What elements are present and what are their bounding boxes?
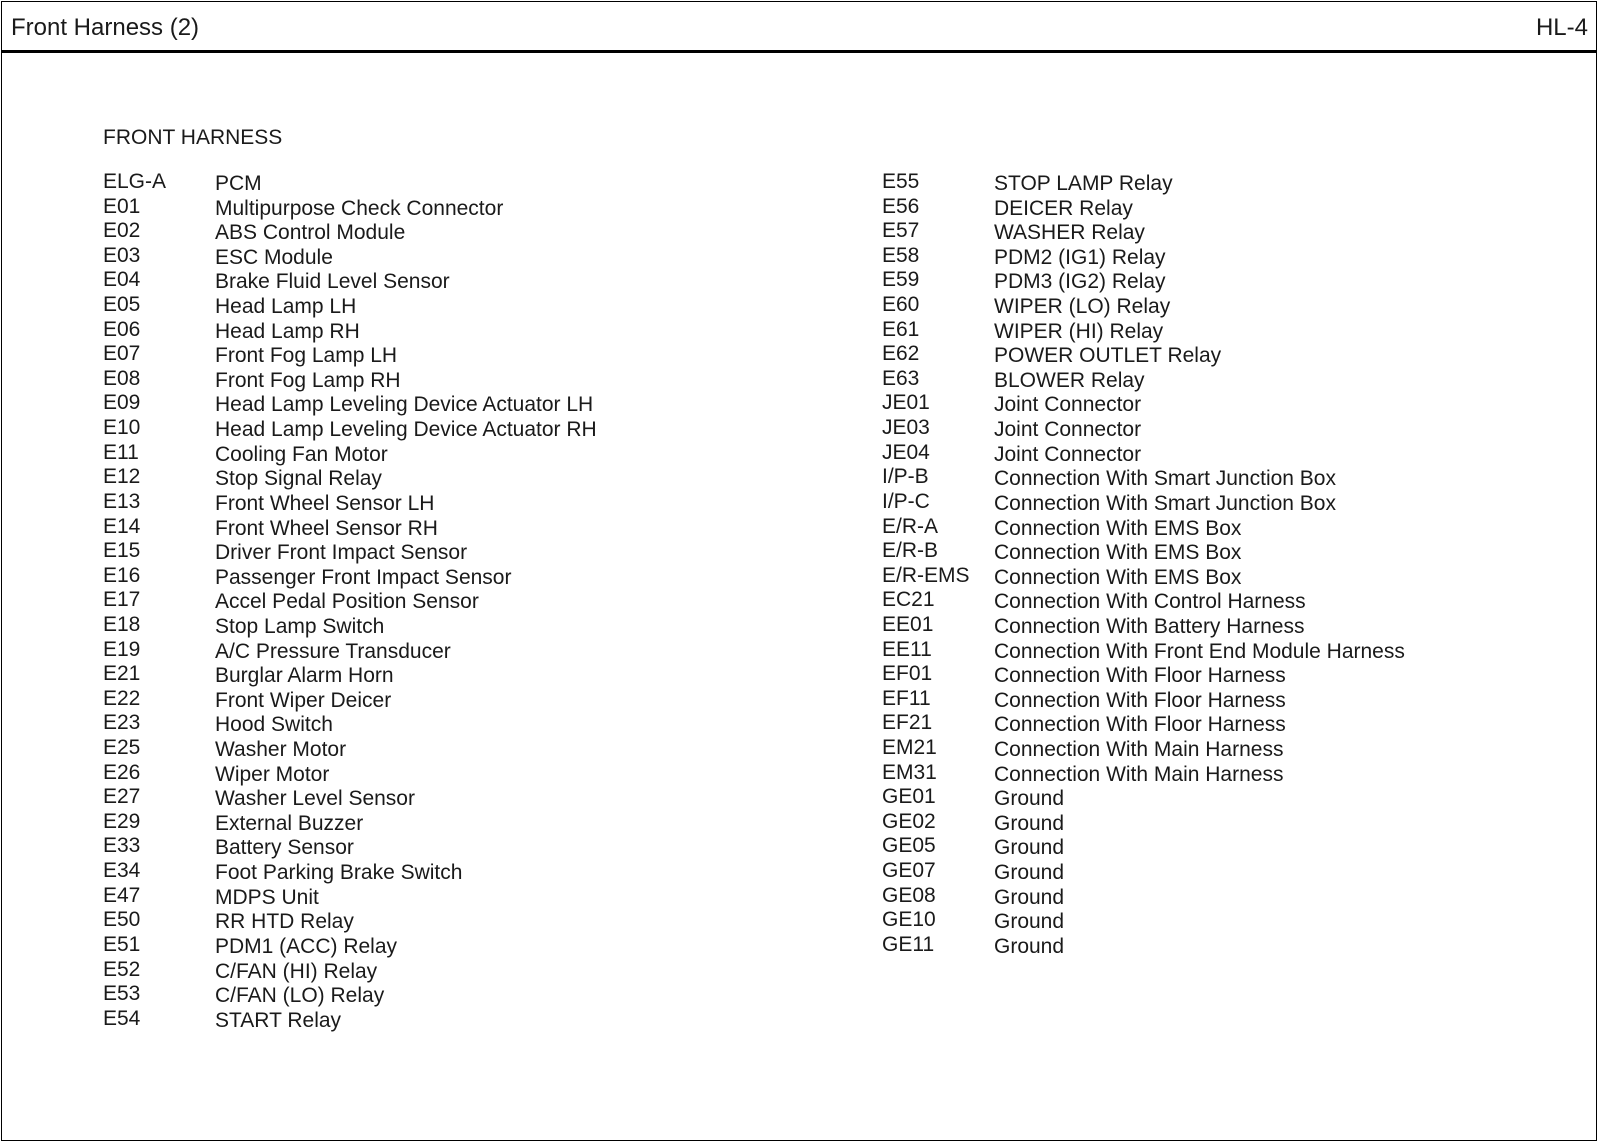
connector-code: EM31	[882, 760, 937, 784]
connector-code: E10	[103, 416, 141, 440]
connector-code: E55	[882, 170, 920, 193]
connector-code: E34	[103, 859, 141, 883]
connector-description: Washer Motor	[215, 738, 347, 762]
connector-description: BLOWER Relay	[994, 368, 1145, 392]
connector-code: E/R-A	[882, 514, 939, 538]
connector-code: E62	[882, 342, 920, 366]
connector-description: Burglar Alarm Horn	[215, 664, 394, 688]
connector-code: E11	[103, 440, 139, 464]
connector-description: PDM3 (IG2) Relay	[994, 270, 1166, 294]
connector-description: Front Wiper Deicer	[215, 688, 392, 712]
connector-description: Connection With Main Harness	[994, 738, 1284, 762]
connector-code: E53	[103, 982, 141, 1006]
connector-description: Ground	[994, 861, 1065, 885]
connector-code: E09	[103, 391, 141, 415]
connector-description: Battery Sensor	[215, 836, 354, 860]
connector-description: Ground	[994, 885, 1065, 909]
connector-description: WASHER Relay	[994, 221, 1145, 245]
connector-code: E21	[103, 662, 141, 686]
connector-description: Connection With Smart Junction Box	[994, 467, 1336, 491]
connector-code: EF21	[882, 711, 933, 735]
connector-description: Connection With EMS Box	[994, 516, 1242, 540]
connector-description: Connection With Main Harness	[994, 762, 1284, 786]
connector-description: STOP LAMP Relay	[994, 172, 1173, 195]
page-code: HL-4	[1535, 14, 1588, 41]
connector-description: MDPS Unit	[215, 885, 319, 909]
connector-code: E13	[103, 489, 141, 513]
connector-code: E56	[882, 194, 920, 218]
connector-description: Cooling Fan Motor	[215, 442, 388, 466]
connector-code: GE08	[882, 883, 936, 907]
connector-description: Brake Fluid Level Sensor	[215, 270, 450, 294]
connector-code: E04	[103, 268, 141, 292]
connector-description: Passenger Front Impact Sensor	[215, 565, 512, 589]
connector-code: JE03	[882, 416, 930, 440]
connector-description: Connection With Floor Harness	[994, 713, 1286, 737]
connector-description: Front Wheel Sensor LH	[215, 491, 435, 515]
connector-code: E07	[103, 342, 141, 366]
connector-code: EE11	[882, 637, 932, 661]
connector-code: E/R-B	[882, 539, 939, 563]
connector-code: GE11	[882, 932, 935, 956]
connector-code: E12	[103, 465, 141, 489]
connector-code: ELG-A	[103, 170, 167, 193]
connector-code: GE07	[882, 859, 936, 883]
connector-description: Head Lamp Leveling Device Actuator RH	[215, 418, 597, 442]
connector-code: E60	[882, 293, 920, 317]
connector-code: E05	[103, 293, 141, 317]
connector-description: Front Fog Lamp RH	[215, 368, 401, 392]
connector-description: Front Wheel Sensor RH	[215, 516, 438, 540]
connector-code: JE04	[882, 440, 930, 464]
connector-description: Hood Switch	[215, 713, 333, 737]
connector-code: E29	[103, 809, 141, 833]
connector-description: PCM	[215, 172, 262, 195]
connector-description: Connection With Smart Junction Box	[994, 491, 1336, 515]
connector-description: Connection With EMS Box	[994, 565, 1242, 589]
connector-description: PDM1 (ACC) Relay	[215, 934, 398, 958]
connector-description: Front Fog Lamp LH	[215, 344, 398, 368]
connector-description: ESC Module	[215, 245, 333, 269]
connector-description: C/FAN (HI) Relay	[215, 959, 378, 983]
connector-description: Head Lamp LH	[215, 295, 357, 319]
connector-code: EM21	[882, 736, 937, 760]
connector-description: Wiper Motor	[215, 762, 330, 786]
connector-code: GE05	[882, 834, 936, 858]
connector-code: E14	[103, 514, 141, 538]
connector-description: Joint Connector	[994, 393, 1142, 417]
connector-code: JE01	[882, 391, 930, 415]
connector-code: E50	[103, 908, 141, 932]
connector-description: Joint Connector	[994, 442, 1142, 466]
connector-code: E23	[103, 711, 141, 735]
connector-description: Foot Parking Brake Switch	[215, 861, 463, 885]
connector-code: EF01	[882, 662, 933, 686]
connector-code: E08	[103, 366, 141, 390]
connector-code: E51	[103, 932, 141, 956]
connector-code: E26	[103, 760, 141, 784]
connector-code: I/P-B	[882, 465, 929, 489]
connector-code: E27	[103, 785, 141, 809]
connector-description: WIPER (HI) Relay	[994, 319, 1164, 343]
connector-code: E18	[103, 612, 141, 636]
connector-description: WIPER (LO) Relay	[994, 295, 1171, 319]
connector-code: E59	[882, 268, 920, 292]
connector-code: E58	[882, 243, 920, 267]
connector-description: Driver Front Impact Sensor	[215, 541, 468, 565]
connector-code: GE02	[882, 809, 936, 833]
connector-description: Connection With Front End Module Harness	[994, 639, 1405, 663]
connector-description: RR HTD Relay	[215, 910, 354, 934]
connector-code: GE01	[882, 785, 936, 809]
connector-description: C/FAN (LO) Relay	[215, 984, 385, 1008]
connector-code: E52	[103, 957, 141, 981]
connector-description: Multipurpose Check Connector	[215, 196, 504, 220]
connector-description: Connection With Floor Harness	[994, 688, 1286, 712]
connector-code: E06	[103, 317, 141, 341]
connector-description: Stop Lamp Switch	[215, 614, 385, 638]
connector-description: Accel Pedal Position Sensor	[215, 590, 479, 614]
connector-description: ABS Control Module	[215, 221, 406, 245]
connector-description: Joint Connector	[994, 418, 1142, 442]
connector-description: Ground	[994, 836, 1065, 860]
connector-code: EE01	[882, 612, 934, 636]
connector-description: Stop Signal Relay	[215, 467, 382, 491]
connector-code: E/R-EMS	[882, 563, 970, 587]
connector-description: Head Lamp Leveling Device Actuator LH	[215, 393, 594, 417]
connector-description: A/C Pressure Transducer	[215, 639, 451, 663]
connector-code: GE10	[882, 908, 936, 932]
connector-code: E33	[103, 834, 141, 858]
connector-code: E19	[103, 637, 141, 661]
connector-code: E22	[103, 686, 141, 710]
page-header	[2, 2, 1596, 53]
connector-description: Connection With Control Harness	[994, 590, 1306, 614]
connector-description: Head Lamp RH	[215, 319, 360, 343]
connector-description: PDM2 (IG1) Relay	[994, 245, 1166, 269]
connector-description: Ground	[994, 934, 1065, 958]
connector-code: EC21	[882, 588, 935, 612]
connector-description: DEICER Relay	[994, 196, 1133, 220]
connector-code: E17	[103, 588, 141, 612]
connector-description: Connection With Floor Harness	[994, 664, 1286, 688]
connector-code: EF11	[882, 686, 931, 710]
connector-description: Connection With Battery Harness	[994, 614, 1305, 638]
connector-code: E16	[103, 563, 141, 587]
connector-code: E54	[103, 1006, 141, 1030]
connector-code: E63	[882, 366, 920, 390]
connector-code: E15	[103, 539, 141, 563]
page-title: Front Harness (2)	[11, 14, 200, 41]
connector-code: E61	[882, 317, 920, 341]
connector-code: E03	[103, 243, 141, 267]
connector-description: Ground	[994, 811, 1065, 835]
connector-description: External Buzzer	[215, 811, 364, 835]
connector-code: I/P-C	[882, 489, 930, 513]
section-title: FRONT HARNESS	[103, 126, 283, 149]
connector-description: Washer Level Sensor	[215, 787, 415, 811]
connector-description: POWER OUTLET Relay	[994, 344, 1222, 368]
connector-code: E57	[882, 219, 920, 243]
connector-code: E02	[103, 219, 141, 243]
connector-description: Ground	[994, 910, 1065, 934]
connector-description: Connection With EMS Box	[994, 541, 1242, 565]
connector-code: E25	[103, 736, 141, 760]
connector-code: E01	[103, 194, 141, 218]
connector-description: Ground	[994, 787, 1065, 811]
connector-description: START Relay	[215, 1008, 342, 1032]
connector-code: E47	[103, 883, 141, 907]
